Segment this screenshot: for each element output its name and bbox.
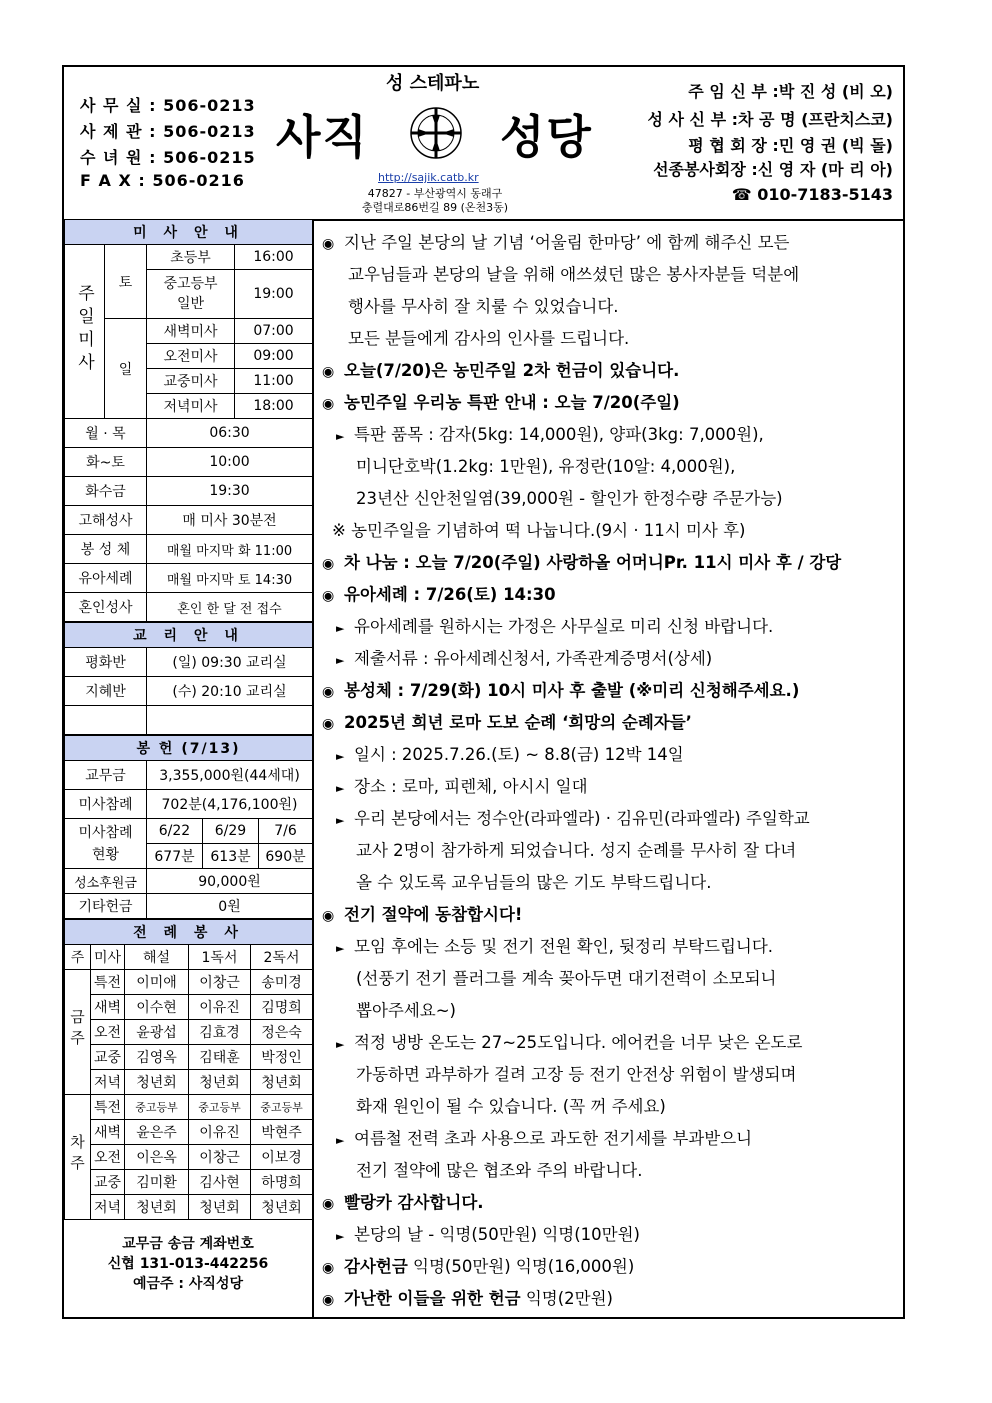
radio-bullet-icon: ◉ bbox=[322, 588, 335, 604]
mass-title: 미 사 안 내 bbox=[65, 220, 313, 245]
parish-address: 47827 - 부산광역시 동래구 충렬대로86번길 89 (온천3동) bbox=[361, 187, 509, 214]
notice-line bbox=[322, 931, 900, 963]
attendance-date: 6/29 bbox=[203, 819, 259, 844]
commentator: 이은옥 bbox=[125, 1145, 189, 1170]
radio-bullet-icon: ◉ bbox=[322, 1292, 335, 1308]
notice-text: 뽑아주세요~) bbox=[356, 1001, 456, 1020]
notice-text: (선풍기 전기 플러그를 계속 꽂아두면 대기전력이 소모되니 bbox=[356, 969, 777, 988]
bulletin-frame bbox=[62, 65, 905, 1319]
column-divider bbox=[312, 219, 314, 1319]
reader-1: 김사현 bbox=[189, 1170, 251, 1195]
weekday-label: 혼인성사 bbox=[65, 593, 147, 622]
attendance-count: 677분 bbox=[147, 844, 203, 869]
notice-text: 익명(2만원) bbox=[520, 1289, 613, 1308]
offering-label: 미사참례 bbox=[65, 790, 147, 819]
liturgy-header: 1독서 bbox=[189, 945, 251, 970]
offering-label: 성소후원금 bbox=[65, 869, 147, 894]
triangle-bullet-icon: ► bbox=[336, 430, 345, 443]
triangle-bullet-icon: ► bbox=[336, 942, 345, 955]
offering-title: 봉 헌 (7/13) bbox=[65, 736, 313, 761]
notice-line bbox=[322, 515, 900, 547]
mass-name: 새벽미사 bbox=[147, 319, 235, 344]
notice-line bbox=[322, 835, 900, 867]
notice-line bbox=[322, 259, 900, 291]
staff-assistant: 성 사 신 부 :차 공 명 (프란치스코) bbox=[647, 110, 893, 129]
class-time: (수) 20:10 교리실 bbox=[147, 677, 313, 706]
class-name: 평화반 bbox=[65, 648, 147, 677]
notice-line bbox=[322, 1027, 900, 1059]
notice-line bbox=[322, 419, 900, 451]
reader-1: 중고등부 bbox=[189, 1095, 251, 1120]
offering-label: 교무금 bbox=[65, 761, 147, 790]
this-week-label: 금주 bbox=[65, 970, 91, 1095]
notice-line bbox=[322, 707, 900, 739]
mass-slot: 특전 bbox=[91, 970, 125, 995]
weekday-time: 매월 마지막 토 14:30 bbox=[147, 564, 313, 593]
notice-text: 제출서류 : 유아세례신청서, 가족관계증명서(상세) bbox=[354, 649, 713, 668]
notice-text: 일시 : 2025.7.26.(토) ~ 8.8(금) 12박 14일 bbox=[354, 745, 684, 764]
commentator: 김영옥 bbox=[125, 1045, 189, 1070]
notice-line bbox=[322, 291, 900, 323]
weekday-time: 혼인 한 달 전 접수 bbox=[147, 593, 313, 622]
notice-text: 올 수 있도록 교우님들의 많은 기도 부탁드립니다. bbox=[356, 873, 712, 892]
radio-bullet-icon: ◉ bbox=[322, 716, 335, 732]
weekday-label: 화~토 bbox=[65, 448, 147, 477]
attendance-count: 690분 bbox=[259, 844, 313, 869]
weekday-label: 화수금 bbox=[65, 477, 147, 506]
notice-line bbox=[322, 771, 900, 803]
notice-text: 23년산 신안천일염(39,000원 - 할인가 한정수량 주문가능) bbox=[356, 489, 783, 508]
parish-url[interactable]: http://sajik.catb.kr bbox=[378, 171, 479, 184]
phone-convent: 수 녀 원 : 506-0215 bbox=[80, 148, 256, 167]
mass-slot: 오전 bbox=[91, 1145, 125, 1170]
weekday-label: 월 · 목 bbox=[65, 419, 147, 448]
notice-bold-part: 감사헌금 bbox=[344, 1257, 408, 1276]
notice-line bbox=[322, 483, 900, 515]
notice-line bbox=[322, 995, 900, 1027]
notice-line bbox=[322, 1251, 900, 1283]
notice-text: 차 나눔 : 오늘 7/20(주일) 사랑하올 어머니Pr. 11시 미사 후 / 강당 bbox=[344, 553, 842, 572]
triangle-bullet-icon: ► bbox=[336, 654, 345, 667]
commentator: 이수현 bbox=[125, 995, 189, 1020]
attendance-date: 7/6 bbox=[259, 819, 313, 844]
mass-slot: 새벽 bbox=[91, 1120, 125, 1145]
notice-line bbox=[322, 1155, 900, 1187]
mass-table bbox=[64, 219, 313, 622]
notice-line bbox=[322, 1091, 900, 1123]
notice-line bbox=[322, 739, 900, 771]
reader-1: 김효경 bbox=[189, 1020, 251, 1045]
offering-value: 702분(4,176,100원) bbox=[147, 790, 313, 819]
notice-text: 적정 냉방 온도는 27~25도입니다. 에어컨을 너무 낮은 온도로 bbox=[354, 1033, 803, 1052]
mass-time: 16:00 bbox=[235, 245, 313, 270]
notice-bold-part: 가난한 이들을 위한 헌금 bbox=[344, 1289, 521, 1308]
reader-1: 청년회 bbox=[189, 1070, 251, 1095]
mass-slot: 교중 bbox=[91, 1045, 125, 1070]
notices-column bbox=[322, 227, 900, 1315]
catechism-title: 교 리 안 내 bbox=[65, 623, 313, 648]
offering-value: 90,000원 bbox=[147, 869, 313, 894]
reader-2: 청년회 bbox=[251, 1195, 313, 1220]
radio-bullet-icon: ◉ bbox=[322, 684, 335, 700]
notice-text: 전기 절약에 동참합시다! bbox=[344, 905, 523, 924]
commentator: 윤은주 bbox=[125, 1120, 189, 1145]
commentator: 윤광섭 bbox=[125, 1020, 189, 1045]
mass-time: 18:00 bbox=[235, 394, 313, 419]
reader-2: 송미경 bbox=[251, 970, 313, 995]
notice-text: 봉성체 : 7/29(화) 10시 미사 후 출발 (※미리 신청해주세요.) bbox=[344, 681, 800, 700]
mass-time: 07:00 bbox=[235, 319, 313, 344]
parish-name-left: 사직 bbox=[276, 110, 369, 164]
notice-line bbox=[322, 1187, 900, 1219]
notice-text: 유아세례를 원하시는 가정은 사무실로 미리 신청 바랍니다. bbox=[354, 617, 774, 636]
left-column bbox=[64, 219, 312, 1294]
radio-bullet-icon: ◉ bbox=[322, 908, 335, 924]
offering-table bbox=[64, 735, 313, 919]
liturgy-header: 주 bbox=[65, 945, 91, 970]
notice-text: 여름철 전력 초과 사용으로 과도한 전기세를 부과받으니 bbox=[354, 1129, 753, 1148]
reader-2: 이보경 bbox=[251, 1145, 313, 1170]
sunday-label: 일 bbox=[105, 319, 147, 419]
weekday-label: 유아세례 bbox=[65, 564, 147, 593]
mass-name: 오전미사 bbox=[147, 344, 235, 369]
notice-line bbox=[322, 803, 900, 835]
reader-2: 박현주 bbox=[251, 1120, 313, 1145]
triangle-bullet-icon: ► bbox=[336, 814, 345, 827]
mass-slot: 오전 bbox=[91, 1020, 125, 1045]
notice-text: ※ 농민주일을 기념하여 떡 나눕니다.(9시 · 11시 미사 후) bbox=[332, 521, 746, 540]
notice-line bbox=[322, 675, 900, 707]
commentator: 청년회 bbox=[125, 1195, 189, 1220]
notice-line bbox=[322, 547, 900, 579]
notice-line bbox=[322, 451, 900, 483]
commentator: 김미환 bbox=[125, 1170, 189, 1195]
mass-slot: 새벽 bbox=[91, 995, 125, 1020]
notice-line bbox=[322, 611, 900, 643]
staff-funeral: 선종봉사회장 :신 영 자 (마 리 아) bbox=[653, 160, 893, 179]
catechism-table bbox=[64, 622, 313, 735]
reader-1: 이창근 bbox=[189, 1145, 251, 1170]
offering-value: 0원 bbox=[147, 894, 313, 919]
notice-line bbox=[322, 1123, 900, 1155]
notice-text: 가동하면 과부하가 걸려 고장 등 전기 안전상 위험이 발생되며 bbox=[356, 1065, 797, 1084]
notice-text: 2025년 희년 로마 도보 순례 ‘희망의 순례자들’ bbox=[344, 713, 692, 732]
radio-bullet-icon: ◉ bbox=[322, 236, 335, 252]
mass-time: 19:00 bbox=[235, 270, 313, 319]
notice-text: 교우님들과 본당의 날을 위해 애쓰셨던 많은 봉사자분들 덕분에 bbox=[348, 265, 800, 284]
notice-line bbox=[322, 387, 900, 419]
attendance-count: 613분 bbox=[203, 844, 259, 869]
notice-line bbox=[322, 1219, 900, 1251]
notice-text: 특판 품목 : 감자(5kg: 14,000원), 양파(3kg: 7,000원), bbox=[354, 425, 764, 444]
notice-text: 본당의 날 - 익명(50만원) 익명(10만원) bbox=[354, 1225, 640, 1244]
weekday-time: 매월 마지막 화 11:00 bbox=[147, 535, 313, 564]
staff-pastor: 주 임 신 부 :박 진 성 (비 오) bbox=[688, 82, 893, 101]
class-name bbox=[65, 706, 147, 735]
bulletin-header bbox=[64, 67, 903, 221]
staff-contact: ☎ 010-7183-5143 bbox=[731, 185, 893, 204]
notice-line bbox=[322, 355, 900, 387]
reader-2: 하명희 bbox=[251, 1170, 313, 1195]
radio-bullet-icon: ◉ bbox=[322, 1196, 335, 1212]
notice-text: 우리 본당에서는 정수안(라파엘라) · 김유민(라파엘라) 주일학교 bbox=[354, 809, 810, 828]
mass-name: 초등부 bbox=[147, 245, 235, 270]
mass-slot: 저녁 bbox=[91, 1070, 125, 1095]
notice-text: 모임 후에는 소등 및 전기 전원 확인, 뒷정리 부탁드립니다. bbox=[354, 937, 774, 956]
reader-1: 이유진 bbox=[189, 995, 251, 1020]
mass-name: 저녁미사 bbox=[147, 394, 235, 419]
offering-value: 3,355,000원(44세대) bbox=[147, 761, 313, 790]
phone-office: 사 무 실 : 506-0213 bbox=[80, 96, 256, 115]
radio-bullet-icon: ◉ bbox=[322, 1260, 335, 1276]
notice-text: 미니단호박(1.2kg: 1만원), 유정란(10알: 4,000원), bbox=[356, 457, 736, 476]
reader-1: 이유진 bbox=[189, 1120, 251, 1145]
liturgy-header: 2독서 bbox=[251, 945, 313, 970]
class-time: (일) 09:30 교리실 bbox=[147, 648, 313, 677]
staff-council: 평 협 회 장 :민 영 권 (빅 돌) bbox=[688, 136, 893, 155]
notice-line bbox=[322, 963, 900, 995]
weekday-time: 10:00 bbox=[147, 448, 313, 477]
notice-line bbox=[322, 1059, 900, 1091]
liturgy-title: 전 례 봉 사 bbox=[65, 920, 313, 945]
mass-time: 11:00 bbox=[235, 369, 313, 394]
mass-slot: 특전 bbox=[91, 1095, 125, 1120]
notice-line bbox=[322, 899, 900, 931]
sunday-mass-label: 주일미사 bbox=[65, 245, 105, 419]
mass-name: 교중미사 bbox=[147, 369, 235, 394]
notice-line bbox=[322, 867, 900, 899]
reader-2: 김명희 bbox=[251, 995, 313, 1020]
notice-text: 모든 분들에게 감사의 인사를 드립니다. bbox=[348, 329, 630, 348]
notice-line bbox=[322, 227, 900, 259]
mass-slot: 저녁 bbox=[91, 1195, 125, 1220]
mass-name: 중고등부 일반 bbox=[147, 270, 235, 319]
weekday-time: 19:30 bbox=[147, 477, 313, 506]
commentator: 청년회 bbox=[125, 1070, 189, 1095]
triangle-bullet-icon: ► bbox=[336, 750, 345, 763]
weekday-label: 고해성사 bbox=[65, 506, 147, 535]
reader-2: 정은숙 bbox=[251, 1020, 313, 1045]
weekday-time: 매 미사 30분전 bbox=[147, 506, 313, 535]
parish-name-right: 성당 bbox=[500, 110, 593, 164]
commentator: 중고등부 bbox=[125, 1095, 189, 1120]
mass-slot: 교중 bbox=[91, 1170, 125, 1195]
bank-account-box: 교무금 송금 계좌번호 신협 131-013-442256 예금주 : 사직성당 bbox=[107, 1236, 269, 1292]
notice-text: 빨랑카 감사합니다. bbox=[344, 1193, 484, 1212]
notice-text: 행사를 무사히 잘 치룰 수 있었습니다. bbox=[348, 297, 619, 316]
class-name: 지혜반 bbox=[65, 677, 147, 706]
cross-logo-icon bbox=[408, 105, 464, 161]
notice-text: 전기 절약에 많은 협조와 주의 바랍니다. bbox=[356, 1161, 643, 1180]
parish-patron: 성 스테파노 bbox=[386, 73, 480, 94]
triangle-bullet-icon: ► bbox=[336, 1038, 345, 1051]
liturgy-header: 해설 bbox=[125, 945, 189, 970]
triangle-bullet-icon: ► bbox=[336, 782, 345, 795]
triangle-bullet-icon: ► bbox=[336, 1134, 345, 1147]
liturgy-header: 미사 bbox=[91, 945, 125, 970]
notice-text: 화재 원인이 될 수 있습니다. (꼭 꺼 주세요) bbox=[356, 1097, 666, 1116]
notice-line bbox=[322, 1283, 900, 1315]
triangle-bullet-icon: ► bbox=[336, 622, 345, 635]
weekday-time: 06:30 bbox=[147, 419, 313, 448]
notice-text: 교사 2명이 참가하게 되었습니다. 성지 순례를 무사히 잘 다녀 bbox=[356, 841, 797, 860]
weekday-label: 봉 성 체 bbox=[65, 535, 147, 564]
reader-1: 청년회 bbox=[189, 1195, 251, 1220]
radio-bullet-icon: ◉ bbox=[322, 396, 335, 412]
notice-text: 지난 주일 본당의 날 기념 ‘어울림 한마당’ 에 함께 해주신 모든 bbox=[344, 233, 790, 252]
radio-bullet-icon: ◉ bbox=[322, 364, 335, 380]
notice-text: 장소 : 로마, 피렌체, 아시시 일대 bbox=[354, 777, 588, 796]
attendance-date: 6/22 bbox=[147, 819, 203, 844]
saturday-label: 토 bbox=[105, 245, 147, 319]
notice-line bbox=[322, 643, 900, 675]
reader-2: 청년회 bbox=[251, 1070, 313, 1095]
commentator: 이미애 bbox=[125, 970, 189, 995]
class-time bbox=[147, 706, 313, 735]
reader-1: 이창근 bbox=[189, 970, 251, 995]
attendance-label: 미사참례 현황 bbox=[65, 819, 147, 869]
notice-line bbox=[322, 323, 900, 355]
phone-fax: F A X : 506-0216 bbox=[80, 171, 245, 190]
notice-line bbox=[322, 579, 900, 611]
notice-text: 유아세례 : 7/26(토) 14:30 bbox=[344, 585, 556, 604]
phone-rectory: 사 제 관 : 506-0213 bbox=[80, 122, 256, 141]
radio-bullet-icon: ◉ bbox=[322, 556, 335, 572]
notice-text: 오늘(7/20)은 농민주일 2차 헌금이 있습니다. bbox=[344, 361, 680, 380]
notice-text: 익명(50만원) 익명(16,000원) bbox=[407, 1257, 635, 1276]
reader-1: 김태훈 bbox=[189, 1045, 251, 1070]
reader-2: 중고등부 bbox=[251, 1095, 313, 1120]
offering-label: 기타헌금 bbox=[65, 894, 147, 919]
next-week-label: 차주 bbox=[65, 1095, 91, 1220]
reader-2: 박정인 bbox=[251, 1045, 313, 1070]
mass-time: 09:00 bbox=[235, 344, 313, 369]
notice-text: 농민주일 우리농 특판 안내 : 오늘 7/20(주일) bbox=[344, 393, 680, 412]
triangle-bullet-icon: ► bbox=[336, 1230, 345, 1243]
liturgy-table bbox=[64, 919, 313, 1220]
